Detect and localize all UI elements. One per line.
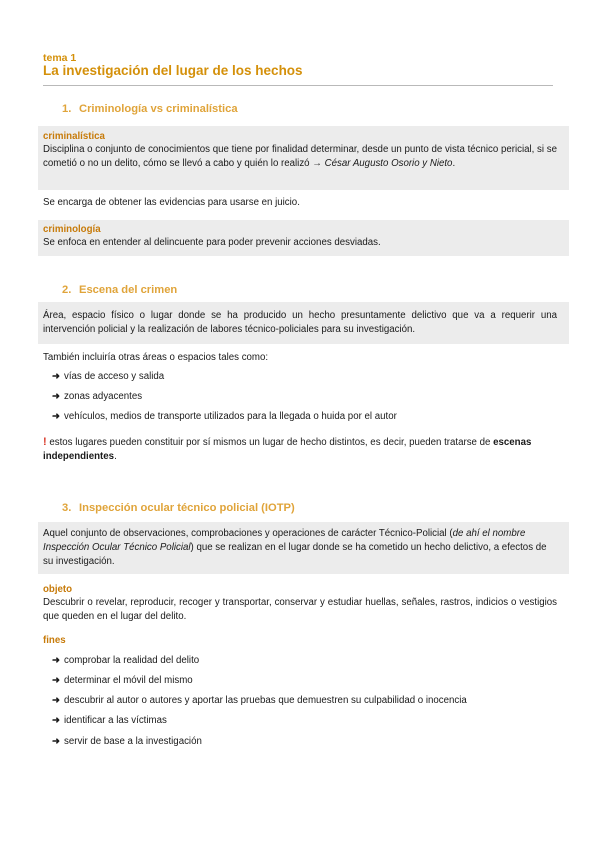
list-item	[52, 736, 202, 747]
list-item	[52, 695, 467, 706]
section-title: Criminología vs criminalística	[79, 103, 238, 115]
escena-intro: También incluiría otras áreas o espacios tales como:	[43, 352, 269, 363]
arrow-icon: ➜	[52, 715, 61, 726]
list-item	[52, 715, 167, 726]
list-item-text: descubrir al autor o autores y aportar las pruebas que demuestren su culpabilidad o inocencia	[64, 695, 467, 706]
list-item-text: vías de acceso y salida	[64, 371, 165, 382]
criminalistica-label: criminalística	[43, 131, 105, 142]
evidence-note: Se encarga de obtener las evidencias para usarse en juicio.	[43, 197, 300, 208]
objeto-text: Descubrir o revelar, reproducir, recoger y transportar, conservar y estudiar huellas, señales, rastros, indicios o vestigios que queden en el lugar del delito.	[43, 597, 557, 622]
iotp-def-start: Aquel conjunto de observaciones, comprobaciones y operaciones de carácter Técnico-Policial (	[43, 528, 453, 539]
note-text: estos lugares pueden constituir por sí mismos un lugar de hecho distintos, es decir, pueden tratarse de	[49, 437, 491, 448]
note-end: .	[114, 451, 117, 462]
criminologia-label: criminología	[43, 224, 101, 235]
list-item	[52, 371, 164, 382]
fines-label: fines	[43, 635, 66, 646]
section-heading-2	[62, 284, 177, 296]
section-number: 2.	[62, 284, 72, 296]
criminalistica-definition	[43, 143, 557, 171]
list-item-text: identificar a las víctimas	[64, 715, 167, 726]
iotp-def-italic: de ahí el nombre Inspección Ocular Técnico Policial	[43, 528, 526, 553]
list-item	[52, 675, 193, 686]
arrow-icon: ➜	[52, 391, 61, 402]
list-item-text: servir de base a la investigación	[64, 736, 202, 747]
arrow-icon: ➜	[52, 655, 61, 666]
objeto-label: objeto	[43, 584, 73, 595]
criminalistica-author: César Augusto Osorio y Nieto	[324, 158, 453, 169]
arrow-icon: ➜	[52, 675, 61, 686]
section-number: 1.	[62, 103, 72, 115]
section-title: Inspección ocular técnico policial (IOTP)	[79, 502, 295, 514]
title-divider	[43, 85, 553, 86]
section-heading-1	[62, 103, 238, 115]
objeto-block	[43, 583, 557, 624]
criminologia-definition: Se enfoca en entender al delincuente para poder prevenir acciones desviadas.	[43, 237, 381, 248]
note-emphasis: escenas independientes	[43, 437, 532, 462]
criminalistica-text: Disciplina o conjunto de conocimientos que tiene por finalidad determinar, desde un punto de vista técnico pericial, si se cometió o no un delito, cómo se llevó a cabo y quién lo realizó →	[43, 144, 557, 169]
exclamation-icon: !	[43, 436, 47, 448]
arrow-icon: ➜	[52, 411, 61, 422]
independent-scenes-note	[43, 435, 557, 464]
criminologia-block	[43, 223, 557, 250]
section-title: Escena del crimen	[79, 284, 178, 296]
arrow-icon: ➜	[52, 371, 61, 382]
escena-definition: Área, espacio físico o lugar donde se ha producido un hecho presuntamente delictivo que va a requerir una intervención policial y la realización de labores técnico-policiales para su investigación.	[43, 310, 557, 335]
list-item	[52, 391, 142, 402]
arrow-icon: ➜	[52, 736, 61, 747]
arrow-icon: ➜	[52, 695, 61, 706]
list-item-text: determinar el móvil del mismo	[64, 675, 193, 686]
list-item-text: comprobar la realidad del delito	[64, 655, 200, 666]
list-item-text: vehículos, medios de transporte utilizados para la llegada o huida por el autor	[64, 411, 397, 422]
criminalistica-end: .	[452, 158, 456, 169]
iotp-def-end: ) que se realizan en el lugar donde se ha cometido un hecho delictivo, a efectos de su investigación.	[43, 542, 547, 567]
section-number: 3.	[62, 502, 72, 514]
list-item	[52, 655, 199, 666]
list-item	[52, 411, 397, 422]
section-heading-3	[62, 502, 295, 514]
criminalistica-block	[43, 130, 557, 171]
page-title: La investigación del lugar de los hechos	[43, 63, 303, 78]
topic-number: tema 1	[43, 52, 77, 64]
list-item-text: zonas adyacentes	[64, 391, 143, 402]
iotp-definition	[43, 527, 557, 569]
